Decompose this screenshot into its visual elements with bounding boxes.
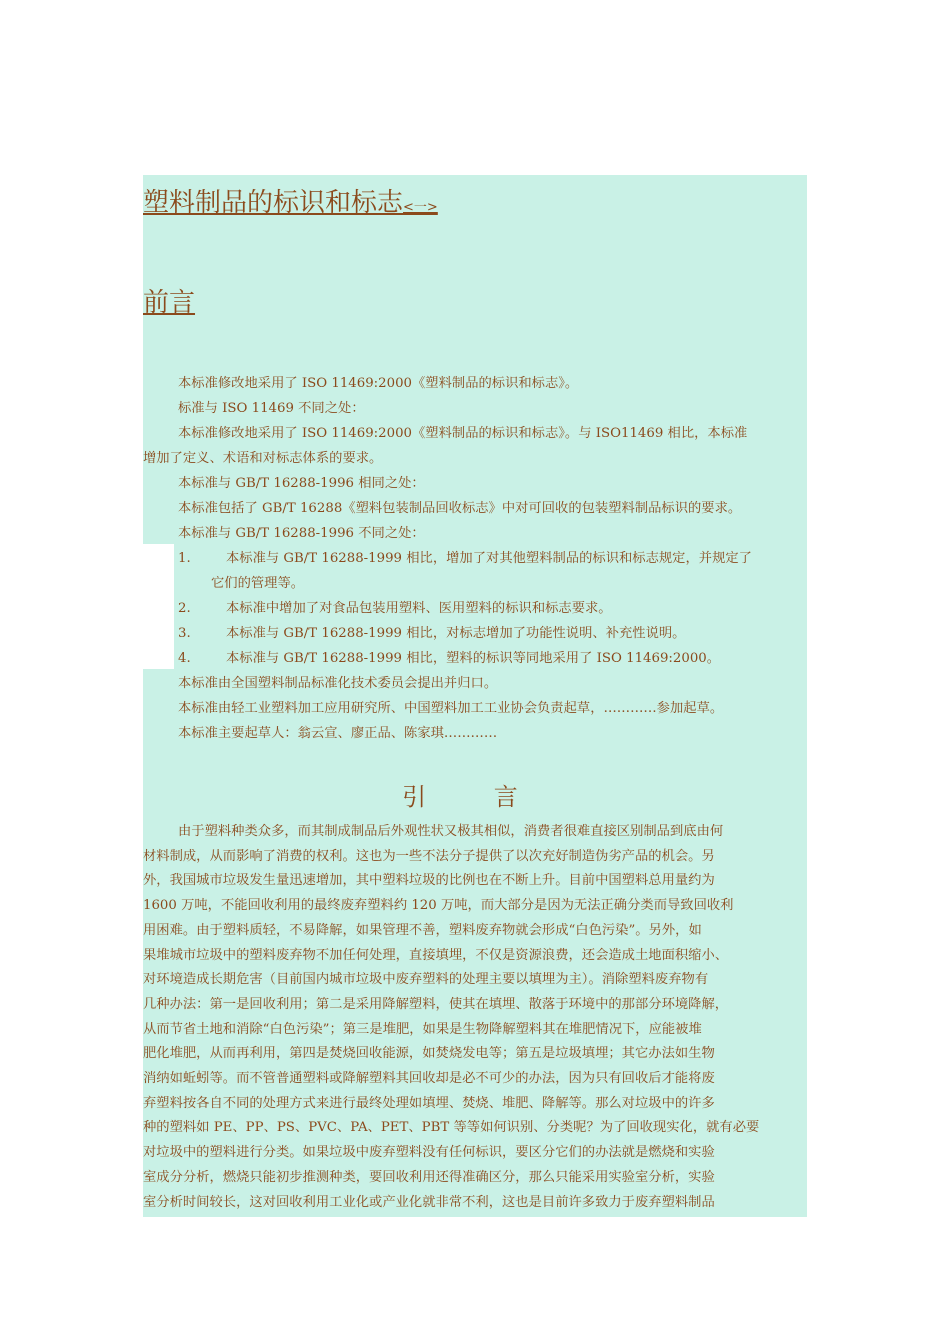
paragraph-line: 用困难。由于塑料质轻，不易降解，如果管理不善，塑料废弃物就会形成“白色污染”。另外，如 — [143, 922, 702, 938]
paragraph-line: 室分析时间较长，这对回收利用工业化或产业化就非常不利，这也是目前许多致力于废弃塑料制品 — [143, 1194, 715, 1210]
foreword-closing-line: 本标准由轻工业塑料加工应用研究所、中国塑料加工工业协会负责起草，…………参加起草。 — [178, 701, 724, 716]
paragraph-line: 消纳如蚯蚓等。而不管普通塑料或降解塑料其回收却是必不可少的办法，因为只有回收后才能将废 — [143, 1071, 715, 1087]
list-text: 本标准与 GB/T 16288-1999 相比，对标志增加了功能性说明、补充性说明。 — [226, 626, 686, 641]
list-number: 3. — [178, 626, 191, 641]
foreword-line: 标准与 ISO 11469 不同之处： — [178, 401, 365, 416]
paragraph-line: 材料制成，从而影响了消费的权利。这也为一些不法分子提供了以次充好制造伪劣产品的机会。另 — [143, 848, 715, 864]
paragraph-line: 肥化堆肥，从而再利用，第四是焚烧回收能源，如焚烧发电等；第五是垃圾填埋；其它办法如生物 — [143, 1046, 715, 1062]
list-number: 1. — [178, 551, 191, 566]
paragraph-line: 外，我国城市垃圾发生量迅速增加，其中塑料垃圾的比例也在不断上升。目前中国塑料总用量约为 — [143, 873, 715, 889]
list-text: 本标准与 GB/T 16288-1999 相比，塑料的标识等同地采用了 ISO 11469:2000。 — [226, 651, 721, 666]
paragraph-line: 对垃圾中的塑料进行分类。如果垃圾中废弃塑料没有任何标识，要区分它们的办法就是燃烧和实验 — [143, 1145, 715, 1161]
paragraph-line: 由于塑料种类众多，而其制成制品后外观性状又极其相似，消费者很难直接区别制品到底由何 — [178, 824, 724, 839]
title-main: 塑料制品的标识和标志 — [143, 188, 404, 218]
title-suffix: <一> — [403, 200, 438, 215]
paragraph-line: 1600 万吨，不能回收利用的最终废弃塑料约 120 万吨，而大部分是因为无法正确分类而导致回收利 — [143, 898, 734, 914]
paragraph-line: 几种办法：第一是回收利用；第二是采用降解塑料，使其在填埋、散落于环境中的那部分环境降解， — [143, 996, 729, 1012]
foreword-line: 本标准修改地采用了 ISO 11469:2000《塑料制品的标识和标志》。与 ISO11469 相比，本标准 — [178, 426, 748, 441]
foreword-closing-line: 本标准主要起草人：翁云宣、廖正品、陈家琪………… — [178, 726, 498, 741]
list-item — [143, 621, 805, 646]
foreword-line: 本标准与 GB/T 16288-1996 相同之处： — [178, 476, 425, 491]
document-title[interactable] — [143, 186, 438, 225]
foreword-line: 本标准包括了 GB/T 16288《塑料包装制品回收标志》中对可回收的包装塑料制品标识的要求。 — [178, 501, 742, 516]
introduction-heading: 引 言 — [402, 783, 548, 811]
foreword-line: 增加了定义、术语和对标志体系的要求。 — [143, 451, 383, 466]
introduction-paragraph — [143, 820, 805, 1215]
list-number: 2. — [178, 601, 191, 616]
paragraph-line: 弃塑料按各自不同的处理方式来进行最终处理如填埋、焚烧、堆肥、降解等。那么对垃圾中的许多 — [143, 1095, 715, 1111]
foreword-line: 本标准与 GB/T 16288-1996 不同之处： — [178, 526, 425, 541]
paragraph-line: 从而节省土地和消除“白色污染”；第三是堆肥，如果是生物降解塑料其在堆肥情况下，应能被堆 — [143, 1021, 702, 1037]
list-text: 本标准与 GB/T 16288-1999 相比，增加了对其他塑料制品的标识和标志规定，并规定了 — [226, 551, 752, 566]
paragraph-line: 果堆城市垃圾中的塑料废弃物不加任何处理，直接填埋，不仅是资源浪费，还会造成土地面积缩小、 — [143, 947, 729, 963]
list-number: 4. — [178, 651, 191, 666]
paragraph-line: 种的塑料如 PE、PP、PS、PVC、PA、PET、PBT 等等如何识别、分类呢？为了回收现实化，就有必要 — [143, 1120, 760, 1136]
foreword-closing-line: 本标准由全国塑料制品标准化技术委员会提出并归口。 — [178, 676, 498, 691]
list-item — [143, 646, 805, 671]
list-item — [143, 596, 805, 621]
list-item-continuation: 它们的管理等。 — [211, 576, 305, 591]
list-item — [143, 546, 805, 571]
foreword-heading[interactable]: 前言 — [143, 288, 196, 318]
paragraph-line: 室成分分析，燃烧只能初步推测种类，要回收利用还得准确区分，那么只能采用实验室分析，实验 — [143, 1169, 715, 1185]
paragraph-line: 对环境造成长期危害（目前国内城市垃圾中废弃塑料的处理主要以填埋为主）。消除塑料废弃物有 — [143, 972, 709, 988]
list-text: 本标准中增加了对食品包装用塑料、医用塑料的标识和标志要求。 — [226, 601, 612, 616]
foreword-line: 本标准修改地采用了 ISO 11469:2000《塑料制品的标识和标志》。 — [178, 376, 579, 391]
